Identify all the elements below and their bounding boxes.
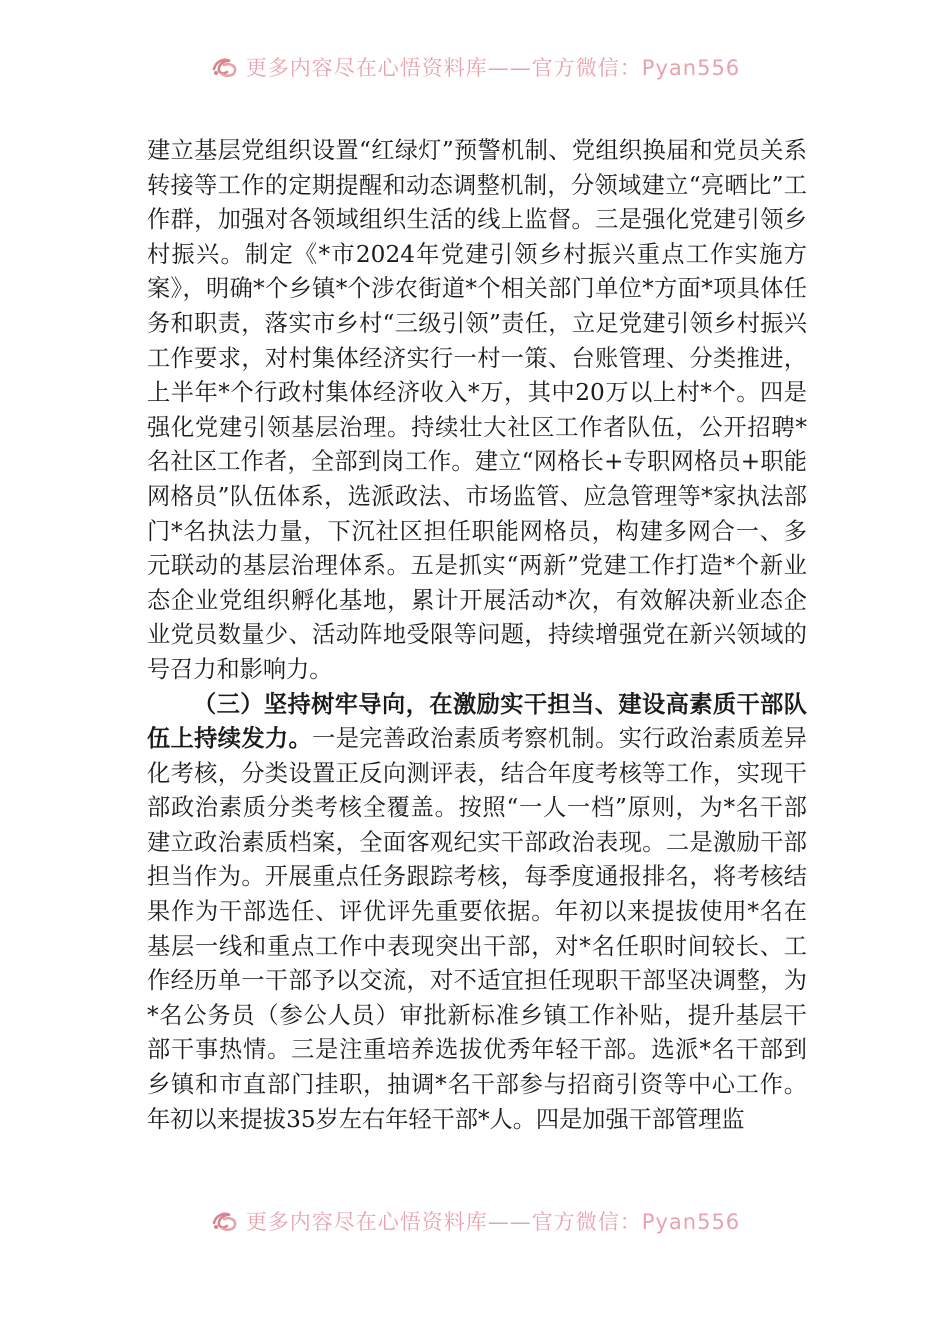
section-heading-three: （三）坚持树牢导向，在激励实干担当、建设高素质干部队伍上持续发力。 [147,690,807,753]
watermark-text: 更多内容尽在心悟资料库——官方微信：Pyan556 [245,1210,741,1234]
watermark-header [0,52,950,82]
watermark-footer [0,1206,950,1236]
paragraph-grassroots-party-building: 建立基层党组织设置“红绿灯”预警机制、党组织换届和党员关系转接等工作的定期提醒和动态调整机制，分领域建立“亮晒比”工作群，加强对各领域组织生活的线上监督。三是强化党建引领乡村振兴。制定《*市2024年党建引领乡村振兴重点工作实施方案》，明确*个乡镇*个涉农街道*个相关部门单位*方面*项具体任务和职责，落实市乡村“三级引领”责任，立足党建引领乡村振兴工作要求，对村集体经济实行一村一策、台账管理、分类推进，上半年*个行政村集体经济收入*万，其中20万以上村*个。四是强化党建引领基层治理。持续壮大社区工作者队伍，公开招聘*名社区工作者，全部到岗工作。建立“网格长+专职网格员+职能网格员”队伍体系，选派政法、市场监管、应急管理等*家执法部门*名执法力量，下沉社区担任职能网格员，构建多网合一、多元联动的基层治理体系。五是抓实“两新”党建工作打造*个新业态企业党组织孵化基地，累计开展活动*次，有效解决新业态企业党员数量少、活动阵地受限等问题，持续增强党在新兴领域的号召力和影响力。 [147,137,807,683]
brand-logo-icon [210,1209,240,1233]
section-three-body: 一是完善政治素质考察机制。实行政治素质差异化考核，分类设置正反向测评表，结合年度考核等工作，实现干部政治素质分类考核全覆盖。按照“一人一档”原则，为*名干部建立政治素质档案，全面客观纪实干部政治表现。二是激励干部担当作为。开展重点任务跟踪考核，每季度通报排名，将考核结果作为干部选任、评优评先重要依据。年初以来提拔使用*名在基层一线和重点工作中表现突出干部，对*名任职时间较长、工作经历单一干部予以交流，对不适宜担任现职干部坚决调整，为*名公务员（参公人员）审批新标准乡镇工作补贴，提升基层干部干事热情。三是注重培养选拔优秀年轻干部。选派*名干部到乡镇和市直部门挂职，抽调*名干部参与招商引资等中心工作。年初以来提拔35岁左右年轻干部*人。四是加强干部管理监 [147,725,808,1133]
brand-logo-icon [210,55,240,79]
watermark-text: 更多内容尽在心悟资料库——官方微信：Pyan556 [245,56,741,80]
paragraph-cadre-team-building [147,688,807,1138]
document-body [147,134,807,1137]
